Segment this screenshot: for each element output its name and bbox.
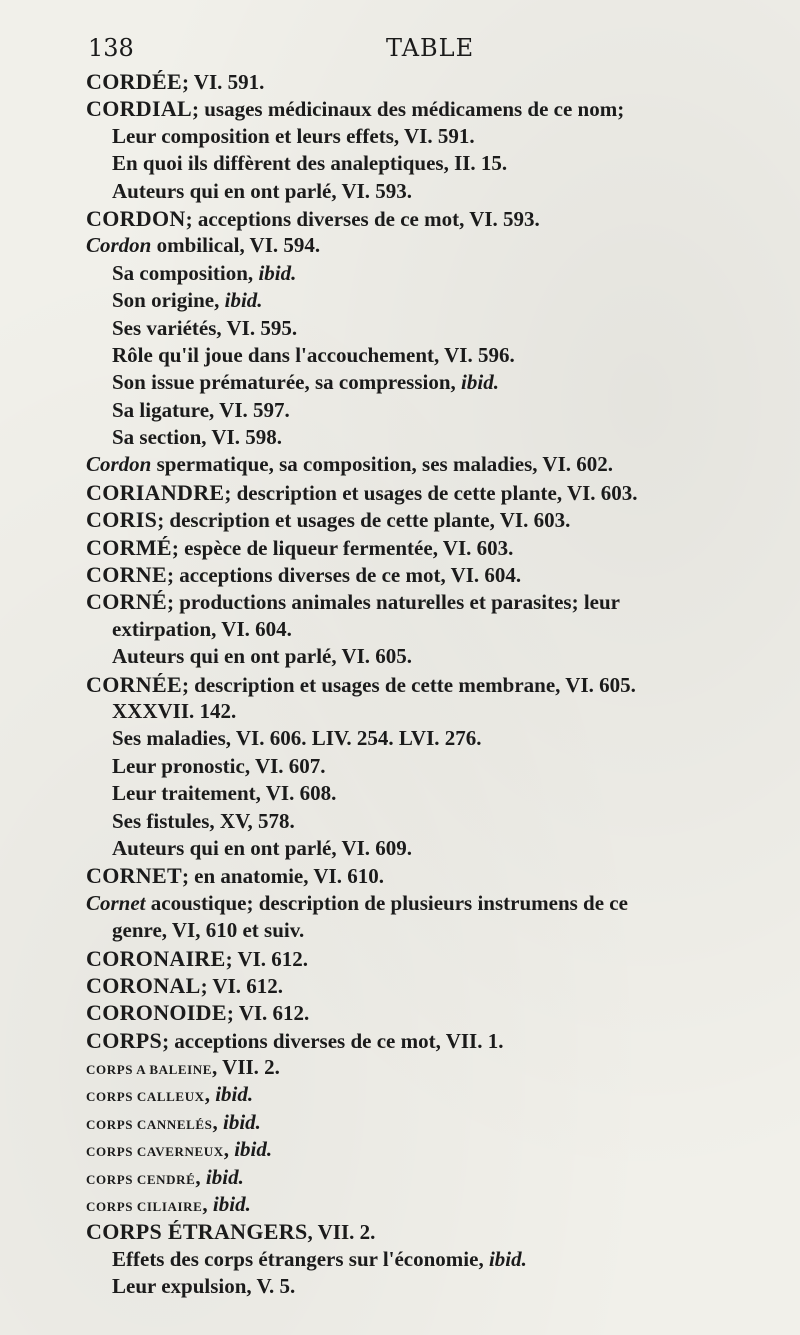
entry-headword: CORONAL: [86, 972, 201, 998]
entry-text: extirpation, VI. 604.: [112, 616, 292, 641]
entry-text: ; en anatomie, VI. 610.: [181, 864, 384, 889]
index-subentry: [86, 753, 766, 780]
entry-text: acoustique; description de plusieurs instrumens de ce: [145, 890, 628, 915]
page-number: 138: [88, 34, 134, 62]
entry-text: Ses fistules, XV, 578.: [112, 808, 295, 833]
entry-text: ; acceptions diverses de ce mot, VI. 593.: [185, 206, 540, 231]
index-subentry: [86, 698, 766, 725]
entry-ibid: ibid.: [488, 1246, 527, 1271]
entry-text: Leur pronostic, VI. 607.: [112, 753, 326, 778]
entry-text: ; acceptions diverses de ce mot, VI. 604.: [166, 563, 522, 588]
entry-ibid: ibid.: [212, 1192, 251, 1217]
index-entry: [86, 68, 766, 95]
index-subentry: [86, 342, 766, 369]
index-entries: [86, 68, 766, 1301]
index-subentry: [86, 835, 766, 862]
entry-headword: CORNET: [86, 863, 182, 889]
entry-headword: CORPS: [86, 1027, 163, 1053]
entry-text: Sa composition,: [112, 260, 259, 285]
entry-text: ; description et usages de cette plante, VI. 603.: [157, 508, 571, 533]
entry-headword: CORONAIRE: [86, 945, 226, 971]
entry-text: En quoi ils diffèrent des analeptiques, II. 15.: [112, 151, 508, 176]
entry-text: ; productions animales naturelles et parasites; leur: [166, 590, 620, 615]
index-entry: [86, 1218, 766, 1245]
index-entry: [86, 1081, 766, 1108]
index-entry: [86, 451, 766, 478]
index-entry: [86, 1027, 766, 1054]
index-entry: [86, 671, 766, 698]
entry-headword: CORNÉE: [86, 671, 182, 697]
entry-text: ; VI. 612.: [200, 973, 284, 998]
entry-ibid: ibid.: [215, 1082, 254, 1107]
index-entry: [86, 1109, 766, 1136]
index-entry: [86, 205, 766, 232]
entry-text: ; VI. 591.: [181, 70, 265, 94]
index-subentry: [86, 369, 766, 396]
entry-text: ,: [195, 1164, 206, 1189]
entry-text: ; usages médicinaux des médicamens de ce nom;: [192, 97, 625, 122]
index-subentry: [86, 178, 766, 205]
index-entry: [86, 999, 766, 1026]
entry-headword: CORNÉ: [86, 589, 167, 615]
index-entry: [86, 95, 766, 122]
entry-text: Ses variétés, VI. 595.: [112, 315, 298, 340]
entry-text: Sa ligature, VI. 597.: [112, 397, 290, 422]
entry-text: , VII. 2.: [307, 1220, 376, 1245]
entry-text: Leur expulsion, V. 5.: [112, 1274, 296, 1299]
entry-headword: CORIS: [86, 507, 158, 533]
entry-headword: CORNE: [86, 562, 167, 588]
index-subentry: [86, 287, 766, 314]
entry-headword: Cordon: [86, 452, 152, 477]
entry-ibid: ibid.: [461, 370, 499, 395]
index-subentry: [86, 725, 766, 752]
index-subentry: [86, 397, 766, 424]
entry-text: ; espèce de liqueur fermentée, VI. 603.: [171, 535, 514, 560]
index-entry: [86, 1191, 766, 1218]
entry-text: ; VI. 612.: [226, 1001, 310, 1026]
entry-headword: CORPS ÉTRANGERS: [86, 1219, 308, 1245]
index-entry: [86, 1164, 766, 1191]
index-subentry: [86, 1273, 766, 1300]
entry-text: Auteurs qui en ont parlé, VI. 593.: [112, 178, 413, 203]
index-subentry: [86, 424, 766, 451]
index-subentry: [86, 150, 766, 177]
index-entry: [86, 1136, 766, 1163]
entry-text: ; VI. 612.: [225, 946, 309, 971]
entry-ibid: ibid.: [224, 288, 263, 313]
entry-text: Leur traitement, VI. 608.: [112, 781, 337, 806]
entry-ibid: ibid.: [205, 1164, 244, 1189]
page-header: [88, 34, 508, 66]
entry-text: Son origine,: [112, 288, 225, 313]
entry-text: Ses maladies, VI. 606. LIV. 254. LVI. 276.: [112, 726, 482, 751]
entry-headword: CORPS A BALEINE: [86, 1062, 213, 1078]
entry-text: , VII. 2.: [212, 1055, 280, 1080]
entry-headword: CORPS CILIAIRE: [86, 1199, 203, 1215]
entry-headword: CORPS CANNELÉS: [86, 1116, 213, 1132]
index-entry: [86, 561, 766, 588]
entry-text: genre, VI, 610 et suiv.: [112, 918, 305, 943]
index-subentry: [86, 260, 766, 287]
entry-text: ,: [212, 1109, 224, 1134]
entry-text: ,: [202, 1192, 213, 1217]
index-entry: [86, 890, 766, 917]
entry-headword: CORDIAL: [86, 96, 192, 122]
index-subentry: [86, 123, 766, 150]
index-entry: [86, 506, 766, 533]
entry-text: Auteurs qui en ont parlé, VI. 605.: [112, 644, 413, 669]
index-subentry: [86, 1246, 766, 1273]
index-entry: [86, 1054, 766, 1081]
index-subentry: [86, 808, 766, 835]
index-subentry: [86, 315, 766, 342]
entry-headword: CORPS CALLEUX: [86, 1089, 205, 1105]
entry-text: ombilical, VI. 594.: [151, 233, 321, 258]
entry-text: ; description et usages de cette plante, VI. 603.: [224, 480, 638, 505]
entry-text: Rôle qu'il joue dans l'accouchement, VI. 596.: [112, 342, 515, 367]
index-subentry: [86, 780, 766, 807]
entry-headword: CORONOIDE: [86, 1000, 227, 1026]
entry-text: ,: [223, 1137, 235, 1162]
entry-text: Effets des corps étrangers sur l'économie,: [112, 1246, 489, 1271]
index-subentry: [86, 616, 766, 643]
entry-text: ,: [204, 1082, 216, 1107]
entry-headword: CORPS CAVERNEUX: [86, 1144, 224, 1160]
entry-text: Sa section, VI. 598.: [112, 425, 282, 450]
running-title: TABLE: [386, 34, 475, 62]
entry-headword: CORMÉ: [86, 534, 172, 560]
entry-ibid: ibid.: [234, 1137, 273, 1162]
entry-text: ; acceptions diverses de ce mot, VII. 1.: [162, 1028, 504, 1053]
entry-headword: CORPS CENDRÉ: [86, 1171, 196, 1187]
entry-ibid: ibid.: [258, 260, 297, 285]
entry-text: spermatique, sa composition, ses maladies, VI. 602.: [151, 452, 613, 477]
entry-text: Son issue prématurée, sa compression,: [112, 370, 462, 395]
index-entry: [86, 534, 766, 561]
entry-text: XXXVII. 142.: [112, 698, 237, 723]
index-subentry: [86, 917, 766, 944]
index-entry: [86, 232, 766, 259]
index-entry: [86, 862, 766, 889]
index-subentry: [86, 643, 766, 670]
index-entry: [86, 945, 766, 972]
entry-headword: Cordon: [86, 233, 152, 258]
index-entry: [86, 972, 766, 999]
entry-text: ; description et usages de cette membrane, VI. 605.: [181, 672, 636, 697]
entry-ibid: ibid.: [223, 1109, 261, 1134]
entry-text: Auteurs qui en ont parlé, VI. 609.: [112, 835, 413, 860]
entry-headword: CORDON: [86, 205, 186, 231]
entry-headword: Cornet: [86, 890, 146, 915]
entry-headword: CORDÉE: [86, 69, 182, 94]
entry-text: Leur composition et leurs effets, VI. 591.: [112, 123, 475, 148]
index-entry: [86, 588, 766, 615]
index-entry: [86, 479, 766, 506]
entry-headword: CORIANDRE: [86, 479, 225, 505]
